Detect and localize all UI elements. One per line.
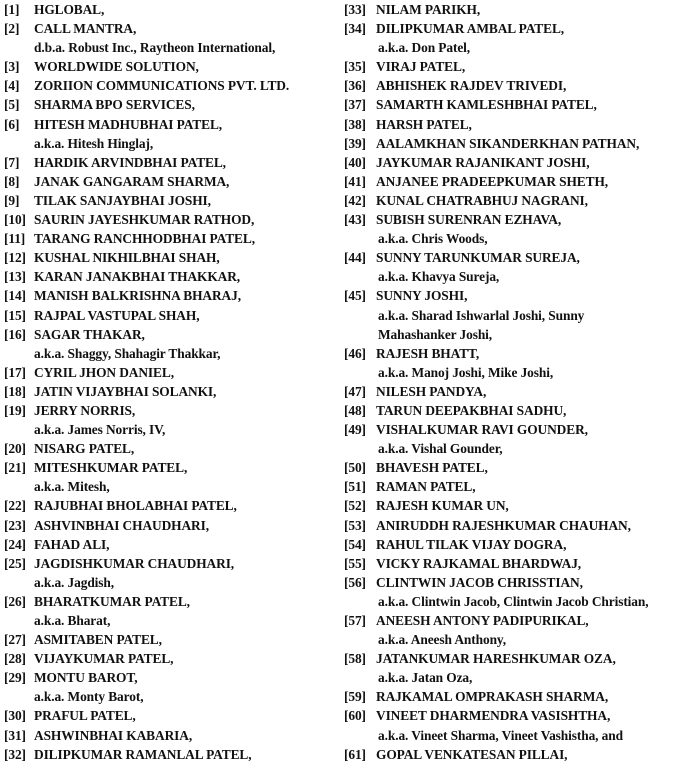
alias-line bbox=[4, 420, 340, 439]
defendant-entry bbox=[344, 516, 690, 535]
defendant-entry bbox=[4, 210, 340, 229]
alias-text: a.k.a. Monty Barot, bbox=[34, 689, 144, 705]
defendant-entry bbox=[344, 573, 690, 592]
defendant-entry bbox=[4, 458, 340, 477]
entry-number: [27] bbox=[4, 632, 26, 648]
defendant-entry bbox=[4, 649, 340, 668]
entry-number: [17] bbox=[4, 364, 26, 380]
defendant-entry bbox=[344, 134, 690, 153]
entry-name: JANAK GANGARAM SHARMA, bbox=[34, 173, 230, 189]
entry-name: SAURIN JAYESHKUMAR RATHOD, bbox=[34, 212, 255, 228]
entry-number: [49] bbox=[344, 422, 366, 438]
alias-text: a.k.a. Bharat, bbox=[34, 613, 111, 628]
defendant-entry bbox=[344, 477, 690, 496]
entry-name: JATANKUMAR HARESHKUMAR OZA, bbox=[376, 651, 616, 667]
entry-number: [54] bbox=[344, 536, 366, 552]
defendant-entry bbox=[4, 401, 340, 420]
entry-number: [9] bbox=[4, 192, 20, 208]
defendant-entry bbox=[344, 382, 690, 401]
entry-name: ZORIION COMMUNICATIONS PVT. LTD. bbox=[34, 78, 290, 94]
entry-number: [24] bbox=[4, 536, 26, 552]
entry-name: MONTU BAROT, bbox=[34, 670, 138, 686]
alias-text: a.k.a. Jatan Oza, bbox=[378, 670, 473, 686]
entry-name: SUBISH SURENRAN EZHAVA, bbox=[376, 212, 562, 228]
defendant-entry bbox=[344, 344, 690, 363]
alias-line bbox=[4, 687, 340, 706]
entry-name: BHARATKUMAR PATEL, bbox=[34, 593, 190, 609]
entry-number: [29] bbox=[4, 670, 26, 686]
defendant-entry bbox=[4, 706, 340, 725]
entry-number: [52] bbox=[344, 498, 366, 514]
defendant-entry bbox=[4, 745, 340, 764]
entry-number: [23] bbox=[4, 517, 26, 533]
defendant-entry bbox=[344, 191, 690, 210]
entry-number: [1] bbox=[4, 2, 20, 17]
entry-number: [11] bbox=[4, 231, 26, 247]
alias-line bbox=[344, 229, 690, 248]
entry-number: [12] bbox=[4, 250, 26, 266]
entry-name: MITESHKUMAR PATEL, bbox=[34, 460, 188, 476]
entry-number: [58] bbox=[344, 651, 366, 667]
entry-name: SAGAR THAKAR, bbox=[34, 326, 145, 342]
entry-name: TARANG RANCHHODBHAI PATEL, bbox=[34, 231, 255, 247]
entry-name: VICKY RAJKAMAL BHARDWAJ, bbox=[376, 555, 582, 571]
entry-name: SUNNY TARUNKUMAR SUREJA, bbox=[376, 250, 580, 266]
defendant-entry bbox=[4, 363, 340, 382]
entry-name: RAMAN PATEL, bbox=[376, 479, 476, 495]
defendant-entry bbox=[4, 554, 340, 573]
entry-number: [4] bbox=[4, 78, 20, 94]
alias-line bbox=[4, 344, 340, 363]
defendant-entry bbox=[4, 267, 340, 286]
entry-name: RAJESH KUMAR UN, bbox=[376, 498, 509, 514]
entry-number: [36] bbox=[344, 78, 366, 94]
defendant-entry bbox=[344, 19, 690, 38]
alias-line bbox=[4, 573, 340, 592]
entry-name: ANIRUDDH RAJESHKUMAR CHAUHAN, bbox=[376, 517, 631, 533]
entry-number: [30] bbox=[4, 708, 26, 724]
defendant-entry bbox=[344, 95, 690, 114]
entry-number: [2] bbox=[4, 21, 20, 37]
defendant-entry bbox=[4, 535, 340, 554]
entry-name: WORLDWIDE SOLUTION, bbox=[34, 59, 199, 75]
entry-number: [18] bbox=[4, 383, 26, 399]
defendant-entry bbox=[4, 286, 340, 305]
alias-text: Mahashanker Joshi, bbox=[378, 326, 493, 342]
alias-text: a.k.a. Chris Woods, bbox=[378, 231, 488, 247]
entry-number: [16] bbox=[4, 326, 26, 342]
alias-text: a.k.a. Shaggy, Shahagir Thakkar, bbox=[34, 345, 221, 361]
entry-name: VIRAJ PATEL, bbox=[376, 59, 466, 75]
entry-number: [20] bbox=[4, 441, 26, 457]
entry-number: [38] bbox=[344, 116, 366, 132]
entry-name: RAJKAMAL OMPRAKASH SHARMA, bbox=[376, 689, 609, 705]
entry-number: [60] bbox=[344, 708, 366, 724]
alias-text: a.k.a. Manoj Joshi, Mike Joshi, bbox=[378, 364, 554, 380]
entry-number: [55] bbox=[344, 555, 366, 571]
entry-number: [34] bbox=[344, 21, 366, 37]
defendant-entry bbox=[4, 630, 340, 649]
entry-number: [3] bbox=[4, 59, 20, 75]
alias-line bbox=[4, 611, 340, 630]
defendant-entry bbox=[4, 306, 340, 325]
defendant-entry bbox=[344, 401, 690, 420]
entry-number: [25] bbox=[4, 555, 26, 571]
entry-name: VISHALKUMAR RAVI GOUNDER, bbox=[376, 422, 588, 438]
alias-text: a.k.a. Don Patel, bbox=[378, 40, 471, 56]
entry-number: [44] bbox=[344, 250, 366, 266]
entry-number: [33] bbox=[344, 2, 366, 17]
entry-number: [15] bbox=[4, 307, 26, 323]
defendant-entry bbox=[4, 726, 340, 745]
alias-line bbox=[344, 630, 690, 649]
alias-line bbox=[344, 306, 690, 325]
entry-name: DILIPKUMAR AMBAL PATEL, bbox=[376, 21, 565, 37]
defendant-entry bbox=[4, 115, 340, 134]
defendant-entry bbox=[344, 611, 690, 630]
alias-text: a.k.a. Vishal Gounder, bbox=[378, 441, 503, 457]
defendant-entry bbox=[344, 420, 690, 439]
alias-text: a.k.a. James Norris, IV, bbox=[34, 422, 166, 438]
entry-number: [42] bbox=[344, 192, 366, 208]
alias-line bbox=[4, 477, 340, 496]
entry-number: [59] bbox=[344, 689, 366, 705]
alias-line bbox=[4, 134, 340, 153]
alias-line bbox=[344, 267, 690, 286]
entry-number: [43] bbox=[344, 212, 366, 228]
entry-number: [48] bbox=[344, 402, 366, 418]
entry-name: SAMARTH KAMLESHBHAI PATEL, bbox=[376, 97, 597, 113]
alias-line bbox=[344, 38, 690, 57]
defendant-entry bbox=[4, 325, 340, 344]
entry-number: [53] bbox=[344, 517, 366, 533]
entry-name: ANEESH ANTONY PADIPURIKAL, bbox=[376, 613, 589, 628]
entry-number: [57] bbox=[344, 613, 366, 628]
entry-name: RAHUL TILAK VIJAY DOGRA, bbox=[376, 536, 567, 552]
entry-name: HGLOBAL, bbox=[34, 2, 105, 17]
entry-number: [39] bbox=[344, 135, 366, 151]
entry-number: [5] bbox=[4, 97, 20, 113]
entry-name: RAJPAL VASTUPAL SHAH, bbox=[34, 307, 200, 323]
defendant-entry bbox=[344, 0, 690, 19]
defendant-list-left-column bbox=[4, 0, 340, 764]
entry-name: DILIPKUMAR RAMANLAL PATEL, bbox=[34, 746, 252, 762]
entry-number: [45] bbox=[344, 288, 366, 304]
defendant-entry bbox=[344, 248, 690, 267]
entry-number: [14] bbox=[4, 288, 26, 304]
entry-name: KUSHAL NIKHILBHAI SHAH, bbox=[34, 250, 220, 266]
entry-number: [37] bbox=[344, 97, 366, 113]
entry-number: [10] bbox=[4, 212, 26, 228]
entry-name: AALAMKHAN SIKANDERKHAN PATHAN, bbox=[376, 135, 640, 151]
entry-name: CALL MANTRA, bbox=[34, 21, 137, 37]
defendant-entry bbox=[344, 554, 690, 573]
alias-line bbox=[344, 726, 690, 745]
entry-name: HARDIK ARVINDBHAI PATEL, bbox=[34, 154, 226, 170]
entry-name: TILAK SANJAYBHAI JOSHI, bbox=[34, 192, 211, 208]
entry-number: [7] bbox=[4, 154, 20, 170]
defendant-entry bbox=[344, 706, 690, 725]
entry-number: [61] bbox=[344, 746, 366, 762]
entry-name: JAGDISHKUMAR CHAUDHARI, bbox=[34, 555, 235, 571]
entry-number: [8] bbox=[4, 173, 20, 189]
defendant-entry bbox=[344, 458, 690, 477]
defendant-entry bbox=[4, 153, 340, 172]
alias-line bbox=[344, 439, 690, 458]
entry-name: VINEET DHARMENDRA VASISHTHA, bbox=[376, 708, 611, 724]
alias-line bbox=[344, 363, 690, 382]
entry-number: [40] bbox=[344, 154, 366, 170]
entry-name: ASHVINBHAI CHAUDHARI, bbox=[34, 517, 209, 533]
defendant-entry bbox=[4, 95, 340, 114]
entry-number: [47] bbox=[344, 383, 366, 399]
entry-name: HITESH MADHUBHAI PATEL, bbox=[34, 116, 223, 132]
entry-number: [46] bbox=[344, 345, 366, 361]
defendant-entry bbox=[344, 76, 690, 95]
entry-number: [35] bbox=[344, 59, 366, 75]
entry-name: VIJAYKUMAR PATEL, bbox=[34, 651, 174, 667]
entry-name: KARAN JANAKBHAI THAKKAR, bbox=[34, 269, 241, 285]
entry-number: [13] bbox=[4, 269, 26, 285]
entry-name: FAHAD ALI, bbox=[34, 536, 110, 552]
entry-number: [19] bbox=[4, 402, 26, 418]
entry-number: [56] bbox=[344, 574, 366, 590]
defendant-entry bbox=[4, 668, 340, 687]
defendant-entry bbox=[344, 496, 690, 515]
entry-name: NISARG PATEL, bbox=[34, 441, 135, 457]
entry-number: [22] bbox=[4, 498, 26, 514]
defendant-entry bbox=[4, 496, 340, 515]
defendant-entry bbox=[4, 172, 340, 191]
defendant-entry bbox=[4, 19, 340, 38]
entry-number: [32] bbox=[4, 746, 26, 762]
entry-name: ANJANEE PRADEEPKUMAR SHETH, bbox=[376, 173, 609, 189]
entry-number: [41] bbox=[344, 173, 366, 189]
alias-line bbox=[344, 668, 690, 687]
entry-name: MANISH BALKRISHNA BHARAJ, bbox=[34, 288, 241, 304]
alias-text: a.k.a. Vineet Sharma, Vineet Vashistha, and bbox=[378, 727, 623, 743]
entry-name: BHAVESH PATEL, bbox=[376, 460, 488, 476]
alias-text: a.k.a. Khavya Sureja, bbox=[378, 269, 500, 285]
entry-number: [31] bbox=[4, 727, 26, 743]
entry-name: ASMITABEN PATEL, bbox=[34, 632, 162, 648]
entry-number: [50] bbox=[344, 460, 366, 476]
defendant-list-right-column bbox=[344, 0, 690, 764]
defendant-entry bbox=[4, 439, 340, 458]
entry-number: [28] bbox=[4, 651, 26, 667]
alias-text: a.k.a. Aneesh Anthony, bbox=[378, 632, 507, 648]
defendant-entry bbox=[344, 649, 690, 668]
alias-text: a.k.a. Mitesh, bbox=[34, 479, 110, 495]
entry-name: KUNAL CHATRABHUJ NAGRANI, bbox=[376, 192, 588, 208]
defendant-entry bbox=[4, 76, 340, 95]
entry-name: JERRY NORRIS, bbox=[34, 402, 136, 418]
alias-text: a.k.a. Hitesh Hinglaj, bbox=[34, 135, 154, 151]
entry-name: JAYKUMAR RAJANIKANT JOSHI, bbox=[376, 154, 590, 170]
entry-name: SUNNY JOSHI, bbox=[376, 288, 468, 304]
entry-name: HARSH PATEL, bbox=[376, 116, 472, 132]
alias-line bbox=[4, 38, 340, 57]
defendant-entry bbox=[4, 516, 340, 535]
entry-number: [51] bbox=[344, 479, 366, 495]
entry-number: [26] bbox=[4, 593, 26, 609]
alias-text: a.k.a. Sharad Ishwarlal Joshi, Sunny bbox=[378, 307, 585, 323]
defendant-entry bbox=[4, 382, 340, 401]
defendant-entry bbox=[4, 191, 340, 210]
defendant-entry bbox=[344, 172, 690, 191]
defendant-entry bbox=[4, 592, 340, 611]
defendant-entry bbox=[344, 745, 690, 764]
entry-name: JATIN VIJAYBHAI SOLANKI, bbox=[34, 383, 217, 399]
entry-number: [21] bbox=[4, 460, 26, 476]
alias-line bbox=[344, 592, 690, 611]
alias-text: a.k.a. Jagdish, bbox=[34, 574, 114, 590]
entry-name: ABHISHEK RAJDEV TRIVEDI, bbox=[376, 78, 567, 94]
entry-name: RAJUBHAI BHOLABHAI PATEL, bbox=[34, 498, 237, 514]
entry-name: CLINTWIN JACOB CHRISSTIAN, bbox=[376, 574, 583, 590]
entry-name: CYRIL JHON DANIEL, bbox=[34, 364, 174, 380]
entry-name: SHARMA BPO SERVICES, bbox=[34, 97, 195, 113]
alias-text: d.b.a. Robust Inc., Raytheon International, bbox=[34, 40, 276, 56]
entry-name: NILESH PANDYA, bbox=[376, 383, 487, 399]
defendant-entry bbox=[4, 0, 340, 19]
entry-name: GOPAL VENKATESAN PILLAI, bbox=[376, 746, 568, 762]
entry-name: PRAFUL PATEL, bbox=[34, 708, 136, 724]
alias-text: a.k.a. Clintwin Jacob, Clintwin Jacob Christian, bbox=[378, 593, 649, 609]
entry-name: NILAM PARIKH, bbox=[376, 2, 481, 17]
alias-line bbox=[344, 325, 690, 344]
entry-name: ASHWINBHAI KABARIA, bbox=[34, 727, 193, 743]
defendant-entry bbox=[344, 115, 690, 134]
defendant-entry bbox=[4, 229, 340, 248]
defendant-entry bbox=[4, 248, 340, 267]
defendant-entry bbox=[4, 57, 340, 76]
entry-name: TARUN DEEPAKBHAI SADHU, bbox=[376, 402, 567, 418]
defendant-entry bbox=[344, 57, 690, 76]
entry-number: [6] bbox=[4, 116, 20, 132]
defendant-entry bbox=[344, 535, 690, 554]
defendant-entry bbox=[344, 687, 690, 706]
defendant-entry bbox=[344, 153, 690, 172]
defendant-entry bbox=[344, 286, 690, 305]
entry-name: RAJESH BHATT, bbox=[376, 345, 480, 361]
defendant-entry bbox=[344, 210, 690, 229]
